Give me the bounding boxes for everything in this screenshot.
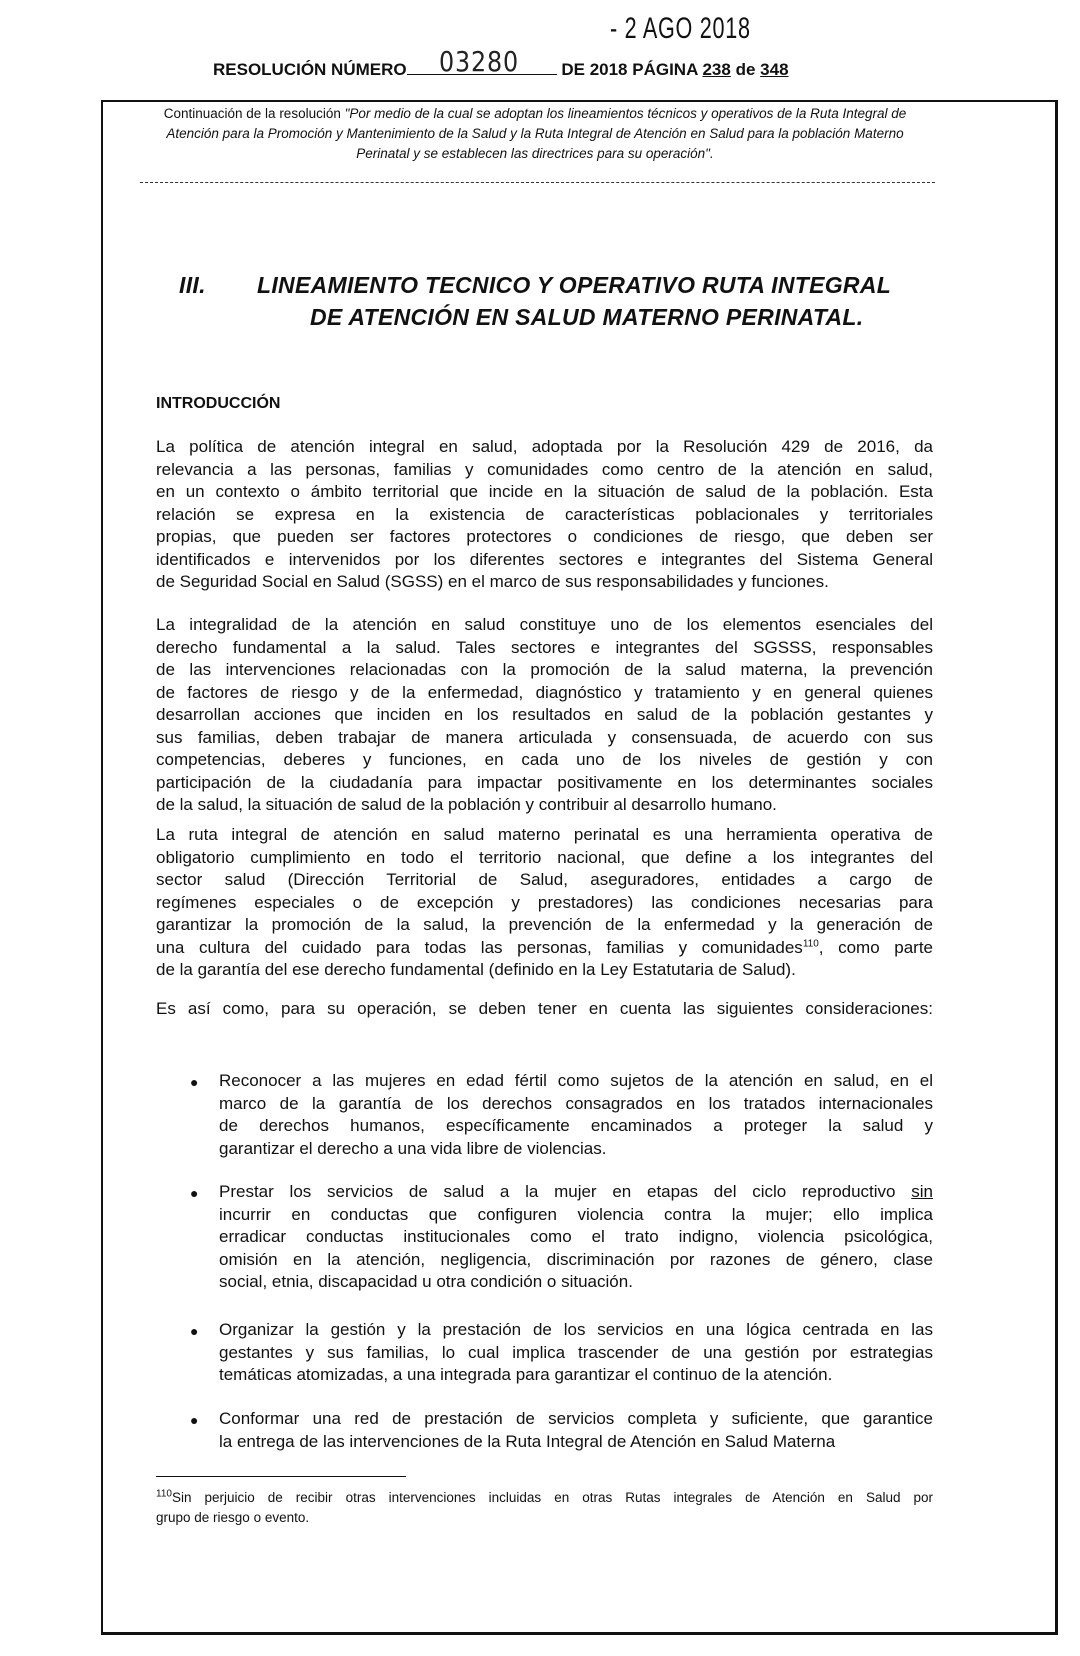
text-line: de Seguridad Social en Salud (SGSS) en el marco de sus responsabilidades y funciones. xyxy=(156,572,829,591)
text-line: Conformar una red de prestación de servicios completa y suficiente, que garantice xyxy=(219,1409,933,1428)
text-line: de la garantía del ese derecho fundamental (definido en la Ley Estatutaria de Salud). xyxy=(156,960,796,979)
text-segment: , como parte xyxy=(818,937,933,957)
footnote-text-1: Sin perjuicio de recibir otras intervenciones incluidas en otras Rutas integrales de Atención en Salud por xyxy=(171,1490,933,1505)
de-pagina-label: DE 2018 PÁGINA xyxy=(561,60,698,79)
text-segment: Prestar los servicios de salud a la mujer en etapas del ciclo reproductivo xyxy=(219,1182,912,1201)
text-line: regímenes especiales o de excepción y prestadores) las condiciones necesarias para xyxy=(156,892,933,912)
bullet-item-1 xyxy=(219,1070,933,1160)
text-line: garantizar el derecho a una vida libre de violencias. xyxy=(219,1138,607,1158)
text-line: garantizar la promoción de la salud, la prevención de la enfermedad y la generación de xyxy=(156,915,933,934)
text-line: erradicar conductas institucionales como el trato indigno, violencia psicológica, xyxy=(219,1227,933,1246)
text-line: desarrollan acciones que inciden en los resultados en salud de la población gestantes y xyxy=(156,705,933,724)
text-line: marco de la garantía de los derechos consagrados en los tratados internacionales xyxy=(219,1093,933,1113)
continuation-prefix: Continuación de la resolución xyxy=(163,106,341,121)
text-line: relación se expresa en la existencia de características poblacionales y territoriales xyxy=(156,504,933,524)
total-pages: 348 xyxy=(760,60,789,79)
section-title-line2: DE ATENCIÓN EN SALUD MATERNO PERINATAL. xyxy=(310,304,864,330)
text-line: de las intervenciones relacionadas con la promoción de la salud materna, la prevención xyxy=(156,660,933,679)
section-number: III. xyxy=(179,272,206,298)
footnote-number: 110 xyxy=(156,1488,172,1500)
text-line: sector salud (Dirección Territorial de Salud, aseguradores, entidades a cargo de xyxy=(156,870,933,889)
text-line: identificados e intervenidos por los diferentes sectores e integrantes del Sistema General xyxy=(156,549,933,569)
text-line: derecho fundamental a la salud. Tales sectores e integrantes del SGSSS, responsables xyxy=(156,637,933,657)
section-title-line1: LINEAMIENTO TECNICO Y OPERATIVO RUTA INTEGRAL xyxy=(257,272,892,298)
text-segment: sin xyxy=(911,1182,933,1201)
continuation-note xyxy=(140,104,930,164)
text-line: La integralidad de la atención en salud constituye uno de los elementos esenciales del xyxy=(156,615,933,634)
bullet-icon: ● xyxy=(190,1323,199,1339)
footnote-reference: 110 xyxy=(802,937,819,949)
intro-heading: INTRODUCCIÓN xyxy=(156,395,281,412)
text-line: incurrir en conductas que configuren violencia contra la mujer; ello implica xyxy=(219,1204,933,1224)
text-line xyxy=(156,937,933,960)
text-line: de la salud, la situación de salud de la población y contribuir al desarrollo humano. xyxy=(156,795,777,814)
continuation-title: "Por medio de la cual se adoptan los lineamientos técnicos y operativos de la Ruta Integral de Atención para la Promoción y Mantenimiento de la Salud y la Ruta Integral de Atención en Salud para la población Materno Perinatal y se establecen las directrices para su operación". xyxy=(166,106,907,161)
text-line: la entrega de las intervenciones de la Ruta Integral de Atención en Salud Materna xyxy=(219,1431,836,1451)
text-line: propias, que pueden ser factores protectores o condiciones de riesgo, que deben ser xyxy=(156,527,933,546)
bullet-icon: ● xyxy=(190,1412,199,1428)
handwritten-resolution-number: 03280 xyxy=(438,45,519,78)
document-header xyxy=(213,45,789,80)
text-line: competencias, deberes y funciones, en cada uno de los niveles de gestión y con xyxy=(156,750,933,769)
footnote xyxy=(156,1488,933,1528)
resolution-label: RESOLUCIÓN NÚMERO xyxy=(213,60,407,79)
text-line: social, etnia, discapacidad u otra condición o situación. xyxy=(219,1272,633,1291)
text-line xyxy=(219,1181,933,1204)
text-line: participación de la ciudadanía para impactar positivamente en los determinantes sociales xyxy=(156,772,933,792)
text-line: relevancia a las personas, familias y comunidades como centro de la atención en salud, xyxy=(156,459,933,479)
paragraph-1 xyxy=(156,436,933,594)
text-line: en un contexto o ámbito territorial que incide en la situación de salud de la población. Esta xyxy=(156,482,933,501)
resolution-number-blank xyxy=(407,45,557,78)
bullet-item-4 xyxy=(219,1408,933,1453)
text-line: Es así como, para su operación, se deben tener en cuenta las siguientes consideraciones: xyxy=(156,999,933,1018)
bullet-icon: ● xyxy=(190,1185,199,1201)
paragraph-2 xyxy=(156,614,933,817)
text-line: La política de atención integral en salud, adoptada por la Resolución 429 de 2016, da xyxy=(156,437,933,456)
bullet-item-2 xyxy=(219,1181,933,1294)
date-stamp: - 2 AGO 2018 xyxy=(610,12,751,45)
text-line: omisión en la atención, negligencia, discriminación por razones de género, clase xyxy=(219,1249,933,1269)
text-line: Organizar la gestión y la prestación de los servicios en una lógica centrada en las xyxy=(219,1320,933,1339)
text-line: La ruta integral de atención en salud materno perinatal es una herramienta operativa de xyxy=(156,825,933,844)
bullet-item-3 xyxy=(219,1319,933,1387)
text-line: temáticas atomizadas, a una integrada para garantizar el continuo de la atención. xyxy=(219,1365,833,1384)
text-line: Reconocer a las mujeres en edad fértil como sujetos de la atención en salud, en el xyxy=(219,1071,933,1090)
of-label: de xyxy=(735,60,756,79)
paragraph-4 xyxy=(156,998,933,1021)
bullet-icon: ● xyxy=(190,1074,199,1090)
paragraph-3 xyxy=(156,824,933,982)
text-segment: una cultura del cuidado para todas las personas, familias y comunidades xyxy=(156,937,803,957)
page-number: 238 xyxy=(702,60,731,79)
footnote-rule xyxy=(156,1476,406,1477)
text-line: de derechos humanos, específicamente encaminados a proteger la salud y xyxy=(219,1116,933,1135)
text-line: sus familias, deben trabajar de manera articulada y consensuada, de acuerdo con sus xyxy=(156,727,933,747)
text-line: de factores de riesgo y de la enfermedad, diagnóstico y tratamiento y en general quienes xyxy=(156,682,933,702)
text-line: gestantes y sus familias, lo cual implica trascender de una gestión por estrategias xyxy=(219,1342,933,1362)
dashed-divider xyxy=(140,182,935,183)
footnote-text-2: grupo de riesgo o evento. xyxy=(156,1510,310,1525)
text-line: obligatorio cumplimiento en todo el territorio nacional, que define a los integrantes del xyxy=(156,847,933,867)
